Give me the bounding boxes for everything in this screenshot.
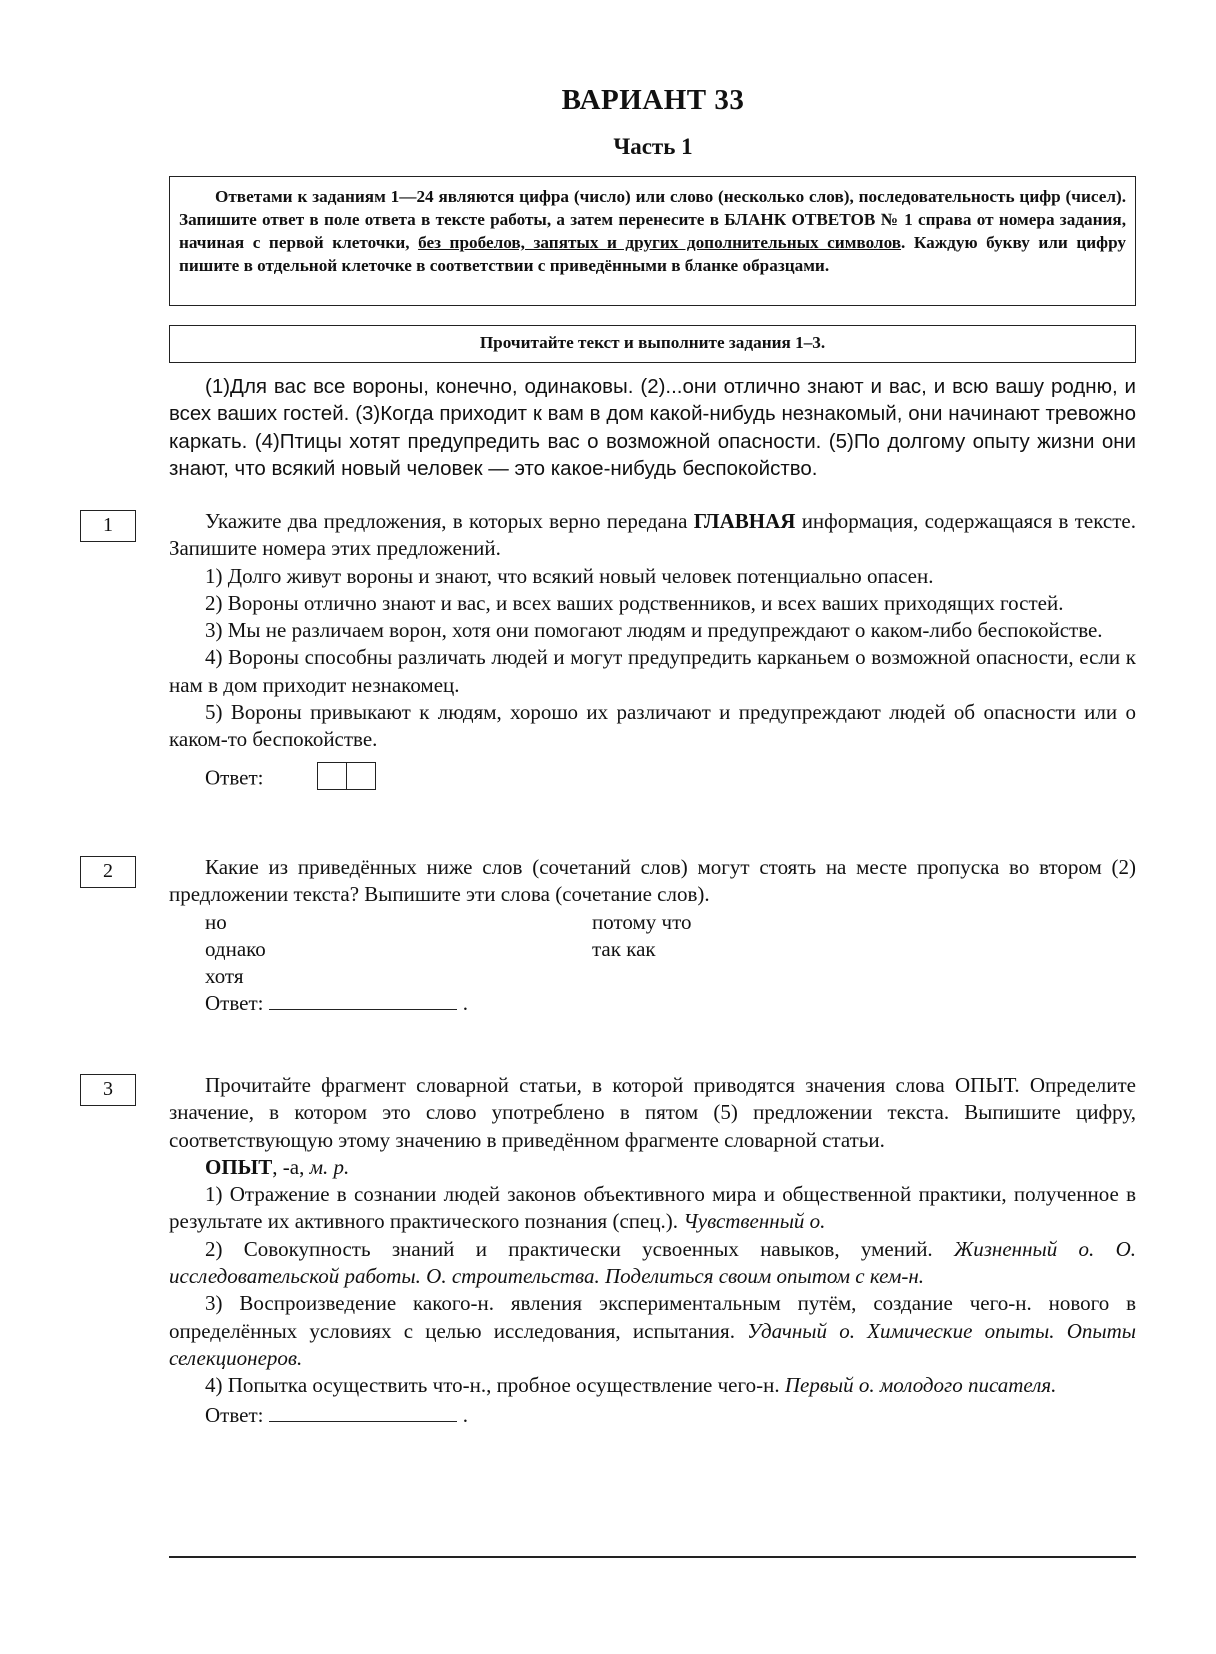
sense-text: 2) Совокупность знаний и практически усвоенных навыков, умений. <box>205 1236 954 1261</box>
dictionary-headword-line <box>169 1154 1136 1181</box>
dictionary-sense-2 <box>169 1236 1136 1291</box>
dictionary-sense-3 <box>169 1290 1136 1372</box>
part-heading: Часть 1 <box>613 134 693 159</box>
task-1-answer-cells <box>281 762 374 797</box>
word-option: однако <box>205 936 266 961</box>
instructions-underlined: без пробелов, запятых и других дополнительных символов <box>418 233 902 252</box>
task-3-answer-line[interactable] <box>269 1407 457 1422</box>
answer-cell[interactable] <box>317 762 347 790</box>
answer-cell[interactable] <box>346 762 376 790</box>
task-1 <box>169 508 1136 797</box>
sense-text: 1) Отражение в сознании людей законов объективного мира и общественной практики, полученное в результате их активного практического познания (спец.). <box>169 1182 1136 1234</box>
dictionary-headword: ОПЫТ <box>205 1154 273 1179</box>
word-option: потому что <box>592 909 692 934</box>
task-3-answer-end: . <box>462 1402 468 1427</box>
sense-examples: Удачный о. Химические опыты. Опыты селекционеров. <box>169 1318 1136 1370</box>
word-option: но <box>205 909 227 934</box>
task-number-1: 1 <box>80 510 136 542</box>
task-2-question: Какие из приведённых ниже слов (сочетаний слов) могут стоять на месте пропуска во втором (2) предложении текста? Выпишите эти слова (сочетание слов). <box>169 855 1136 907</box>
instructions-text-a: Ответами к заданиям 1—24 являются цифра (число) или слово (несколько слов), последовательность цифр (чисел). Запишите ответ в поле ответа в тексте работы, а затем перенесите в БЛАНК ОТВЕТОВ № 1 справа от номера задания, начиная с первой клеточки, <box>179 187 1126 252</box>
dictionary-gender: м. р. <box>309 1154 350 1179</box>
word-option: хотя <box>205 963 244 988</box>
text-passage: (1)Для вас все вороны, конечно, одинаковы. (2)...они отлично знают и вас, и всю вашу родню, и всех ваших гостей. (3)Когда приходит к вам в дом какой-нибудь незнакомый, они начинают тревожно каркать. (4)Птицы хотят предупредить вас о возможной опасности. (5)По долгому опыту жизни они знают, что всякий новый человек — это какое-нибудь беспокойство. <box>169 375 1136 480</box>
task-number-3: 3 <box>80 1074 136 1106</box>
sense-examples: Первый о. молодого писателя. <box>784 1373 1057 1398</box>
task-1-option-5: 5) Вороны привыкают к людям, хорошо их различают и предупреждают людей об опасности или о каком-то беспокойстве. <box>169 700 1136 752</box>
task-2-word-list <box>205 909 1136 1017</box>
page-title: ВАРИАНТ 33 <box>561 84 745 116</box>
sense-text: 3) Воспроизведение какого-н. явления экспериментальным путём, создание чего-н. нового в определённых условиях с целью исследования, испытания. <box>169 1291 1136 1343</box>
task-1-question-b: информация, содержащаяся в тексте. Запишите номера этих предложений. <box>169 509 1136 561</box>
task-3-question: Прочитайте фрагмент словарной статьи, в которой приводятся значения слова ОПЫТ. Определите значение, в котором это слово употреблено в пятом (5) предложении текста. Выпишите цифру, соответствующую этому значению в приведённом фрагменте словарной статьи. <box>169 1073 1136 1152</box>
task-3-answer <box>169 1402 1136 1429</box>
task-1-question-a: Укажите два предложения, в которых верно передана <box>205 509 694 533</box>
task-1-option-4: 4) Вороны способны различать людей и могут предупредить карканьем о возможной опасности, если к нам в дом приходит незнакомец. <box>169 645 1136 697</box>
task-1-option-2: 2) Вороны отлично знают и вас, и всех ваших родственников, и всех ваших приходящих гостей. <box>205 590 1064 615</box>
task-1-answer <box>169 762 1136 797</box>
task-2 <box>169 854 1136 1017</box>
task-1-question <box>169 508 1136 563</box>
instructions-box <box>169 176 1136 306</box>
dictionary-sense-1 <box>169 1181 1136 1236</box>
task-2-answer <box>205 990 468 1017</box>
task-1-option-3: 3) Мы не различаем ворон, хотя они помогают людям и предупреждают о каком-либо беспокойстве. <box>205 618 1103 643</box>
sense-examples: Жизненный о. О. исследовательской работы. О. строительства. Поделиться своим опытом с кем-н. <box>169 1236 1136 1289</box>
task-2-answer-end: . <box>462 990 468 1015</box>
task-1-option-1: 1) Долго живут вороны и знают, что всякий новый человек потенциально опасен. <box>205 563 934 588</box>
instructions-text-b: . Каждую букву или цифру пишите в отдельной клеточке в соответствии с приведёнными в бланке образцами. <box>179 233 1127 275</box>
task-1-question-bold: ГЛАВНАЯ <box>693 509 796 533</box>
task-2-answer-line[interactable] <box>269 995 457 1010</box>
word-option: так как <box>592 936 656 961</box>
sense-text: 4) Попытка осуществить что-н., пробное осуществление чего-н. <box>205 1373 785 1398</box>
read-prompt-box: Прочитайте текст и выполните задания 1–3. <box>169 325 1136 363</box>
task-2-answer-label: Ответ: <box>205 990 264 1015</box>
sense-examples: Чувственный о. <box>683 1209 826 1234</box>
task-3-answer-label: Ответ: <box>205 1402 264 1427</box>
dictionary-sense-4 <box>169 1372 1136 1399</box>
task-3 <box>169 1072 1136 1429</box>
bottom-divider <box>169 1556 1136 1558</box>
task-1-answer-label: Ответ: <box>205 765 264 790</box>
task-number-2: 2 <box>80 856 136 888</box>
dictionary-grammar: , -а, <box>272 1154 310 1179</box>
